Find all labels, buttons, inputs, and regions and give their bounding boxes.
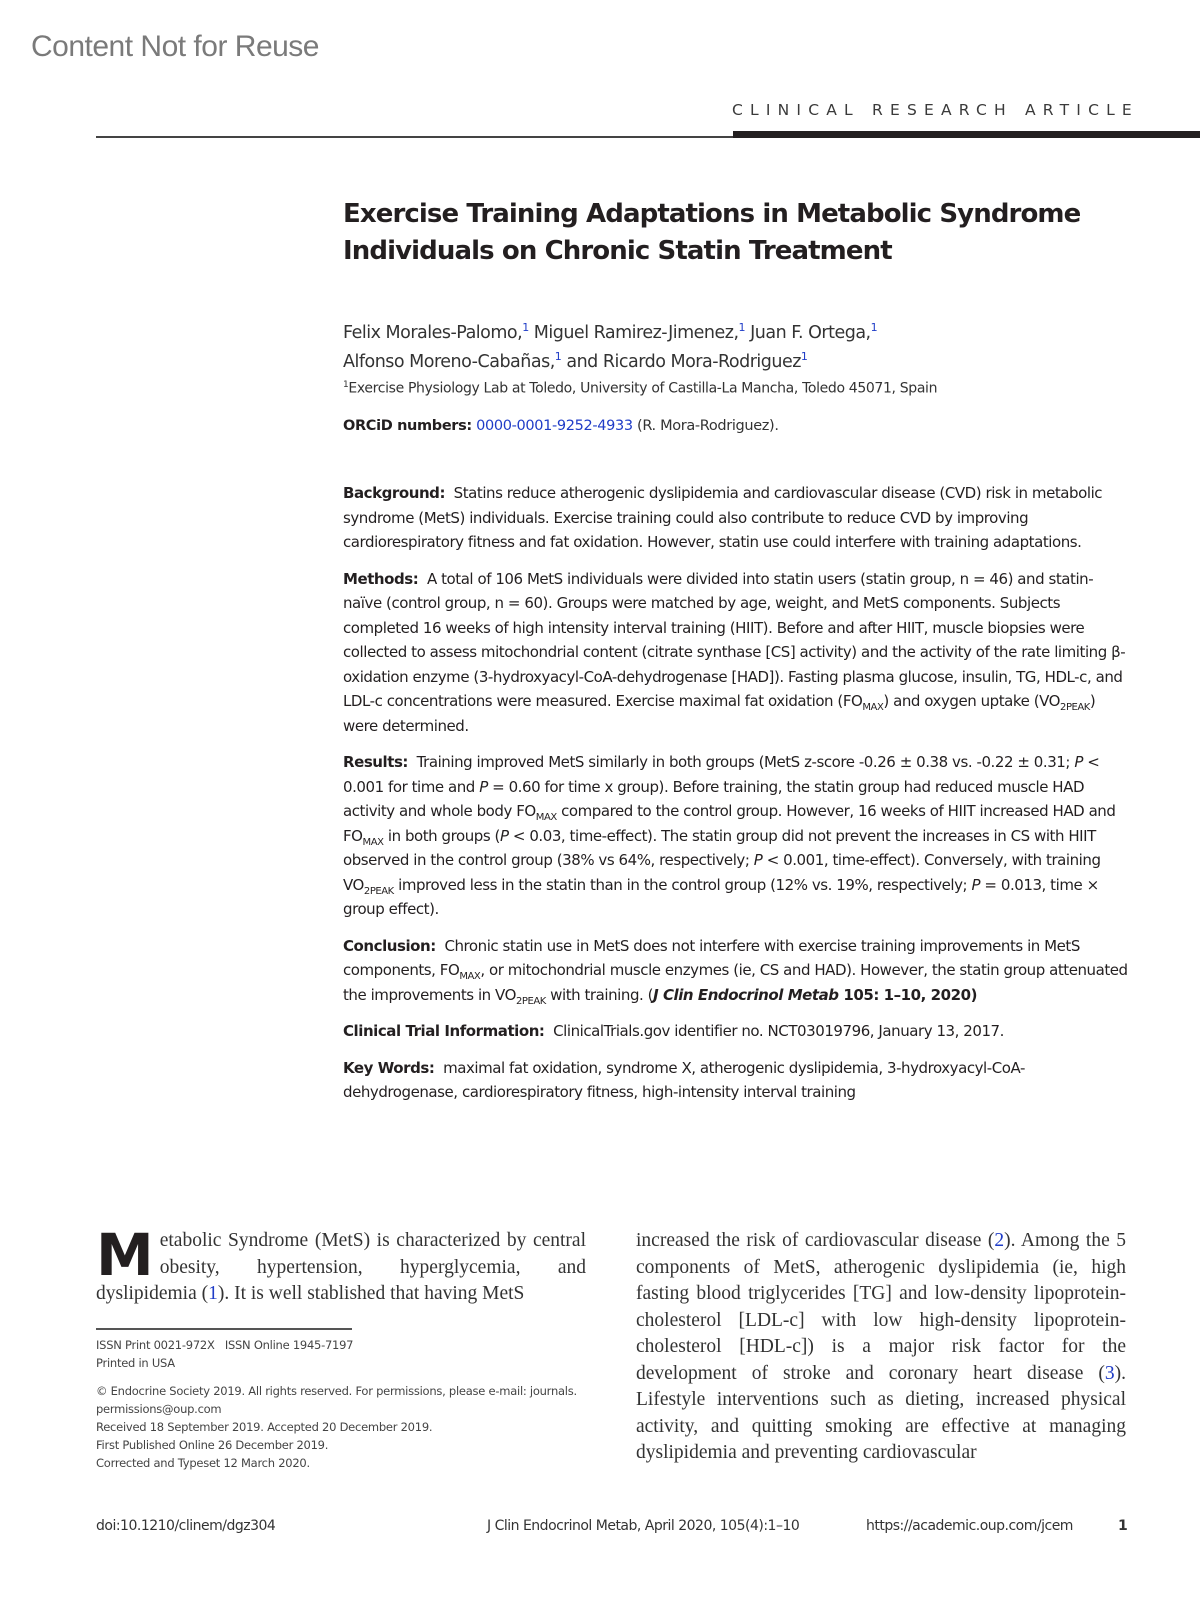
abstract: [343, 481, 1128, 1117]
journal-citation: J Clin Endocrinol Metab, April 2020, 105(4):1–10: [487, 1518, 800, 1534]
orcid-owner: (R. Mora-Rodriguez).: [637, 418, 779, 434]
orcid-line: [343, 418, 1123, 434]
affiliation-marker[interactable]: 1: [522, 321, 529, 334]
reference-link[interactable]: 1: [208, 1283, 218, 1304]
author: Juan F. Ortega,: [750, 322, 871, 343]
affiliation-marker[interactable]: 1: [738, 321, 746, 334]
corrected-date: Corrected and Typeset 12 March 2020.: [96, 1456, 310, 1470]
orcid-label: ORCiD numbers:: [343, 418, 472, 434]
affiliation-marker[interactable]: 1: [554, 349, 562, 363]
journal-url[interactable]: https://academic.oup.com/jcem: [866, 1518, 1073, 1534]
article-title: Exercise Training Adaptations in Metabolic Syndrome Individuals on Chronic Statin Treatment: [343, 199, 1081, 266]
copyright: © Endocrine Society 2019. All rights reserved. For permissions, please e-mail: journals. permissions@oup.com: [96, 1384, 577, 1416]
section-label: CLINICAL RESEARCH ARTICLE: [732, 101, 1139, 119]
key-words: Key Words: maximal fat oxidation, syndrome X, atherogenic dyslipidemia, 3-hydroxyacyl-CoA-dehydrogenase, cardiorespiratory fitness, high-intensity interval training: [343, 1058, 1025, 1101]
page-number: 1: [1118, 1518, 1128, 1534]
abstract-conclusion: Conclusion: Chronic statin use in MetS does not interfere with exercise training improvements in MetS components, $FO_{MAX}$, or mitochondrial muscle enzymes (ie, CS and HAD). However, the statin group attenuated the improvements in $VO_{2PEAK}$ with training. (J Clin Endocrinol Metab 105: 1–10, 2020): [343, 936, 1128, 1007]
reference-link[interactable]: 3: [1104, 1362, 1115, 1384]
affiliation-marker[interactable]: 1: [870, 321, 878, 334]
issn: ISSN Print 0021-972X ISSN Online 1945-7197: [96, 1338, 354, 1352]
body-column-right: increased the risk of cardiovascular disease (2). Among the 5 components of MetS, atherogenic dyslipidemia (ie, high fasting blood triglycerides [TG] and low-density lipoprotein-cholesterol [LDL-c] with low high-density lipoprotein-cholesterol [HDL-c]) is a major risk factor for the development of stroke and coronary heart disease (3). Lifestyle interventions such as dieting, increased physical activity, and quitting smoking are effective at managing dyslipidemia and preventing cardiovascular: [636, 1230, 1126, 1463]
printed-in: Printed in USA: [96, 1356, 175, 1370]
author: Felix Morales-Palomo,: [343, 322, 523, 343]
watermark: Content Not for Reuse: [31, 30, 319, 63]
footnotes: [96, 1336, 596, 1472]
orcid-link[interactable]: 0000-0001-9252-4933: [476, 418, 633, 434]
doi[interactable]: doi:10.1210/clinem/dgz304: [96, 1518, 276, 1534]
author-list: [343, 316, 1123, 374]
received-date: Received 18 September 2019. Accepted 20 December 2019.: [96, 1420, 433, 1434]
author: and Ricardo Mora-Rodriguez: [566, 351, 801, 372]
author: Miguel Ramirez-Jimenez,: [533, 322, 739, 343]
abstract-methods: Methods: A total of 106 MetS individuals were divided into statin users (statin group, n = 46) and statin-naïve (control group, n = 60). Groups were matched by age, weight, and MetS components. Subjects completed 16 weeks of high intensity interval training (HIIT). Before and after HIIT, muscle biopsies were collected to assess mitochondrial content (citrate synthase [CS] activity) and the activity of the rate limiting β-oxidation enzyme (3-hydroxyacyl-CoA-dehydrogenase [HAD]). Fasting plasma glucose, insulin, TG, HDL-c, and LDL-c concentrations were measured. Exercise maximal fat oxidation $(FO_{MAX})$ and oxygen uptake $(VO_{2PEAK})$ were determined.: [343, 569, 1126, 735]
drop-cap: M: [96, 1221, 154, 1289]
abstract-results: Results: Training improved MetS similarly in both groups (MetS z-score -0.26 ± 0.38 vs. -0.22 ± 0.31; P < 0.001 for time and P = 0.60 for time x group). Before training, the statin group had reduced muscle HAD activity and whole body $FO_{MAX}$ compared to the control group. However, 16 weeks of HIIT increased HAD and $FO_{MAX}$ in both groups (P < 0.03, time-effect). The statin group did not prevent the increases in CS with HIIT observed in the control group (38% vs 64%, respectively; P < 0.001, time-effect). Conversely, with training $VO_{2PEAK}$ improved less in the statin than in the control group (12% vs. 19%, respectively; P = 0.013, time × group effect).: [343, 753, 1116, 918]
citation-journal: J Clin Endocrinol Metab: [653, 985, 839, 1004]
affiliation: $^1$Exercise Physiology Lab at Toledo, University of Castilla-La Mancha, Toledo 45071, Spain: [343, 380, 938, 397]
header-rule-thick: [733, 131, 1200, 138]
clinical-trial-info: Clinical Trial Information: ClinicalTrials.gov identifier no. NCT03019796, January 13, 2017.: [343, 1022, 1004, 1040]
published-date: First Published Online 26 December 2019.: [96, 1438, 329, 1452]
body-column-left: Metabolic Syndrome (MetS) is characterized by central obesity, hypertension, hyperglycemia, and dyslipidemia (1). It is well stablished that having MetS: [96, 1221, 586, 1304]
reference-link[interactable]: 2: [994, 1230, 1005, 1251]
affiliation-marker[interactable]: 1: [800, 349, 808, 363]
header-rule-thin: [96, 136, 736, 138]
footnote-divider: [96, 1328, 352, 1330]
author: Alfonso Moreno-Cabañas,: [343, 351, 555, 372]
page-footer: [96, 1518, 1130, 1538]
abstract-background: Background: Statins reduce atherogenic dyslipidemia and cardiovascular disease (CVD) risk in metabolic syndrome (MetS) individuals. Exercise training could also contribute to reduce CVD by improving cardiorespiratory fitness and fat oxidation. However, statin use could interfere with training adaptations.: [343, 484, 1103, 551]
